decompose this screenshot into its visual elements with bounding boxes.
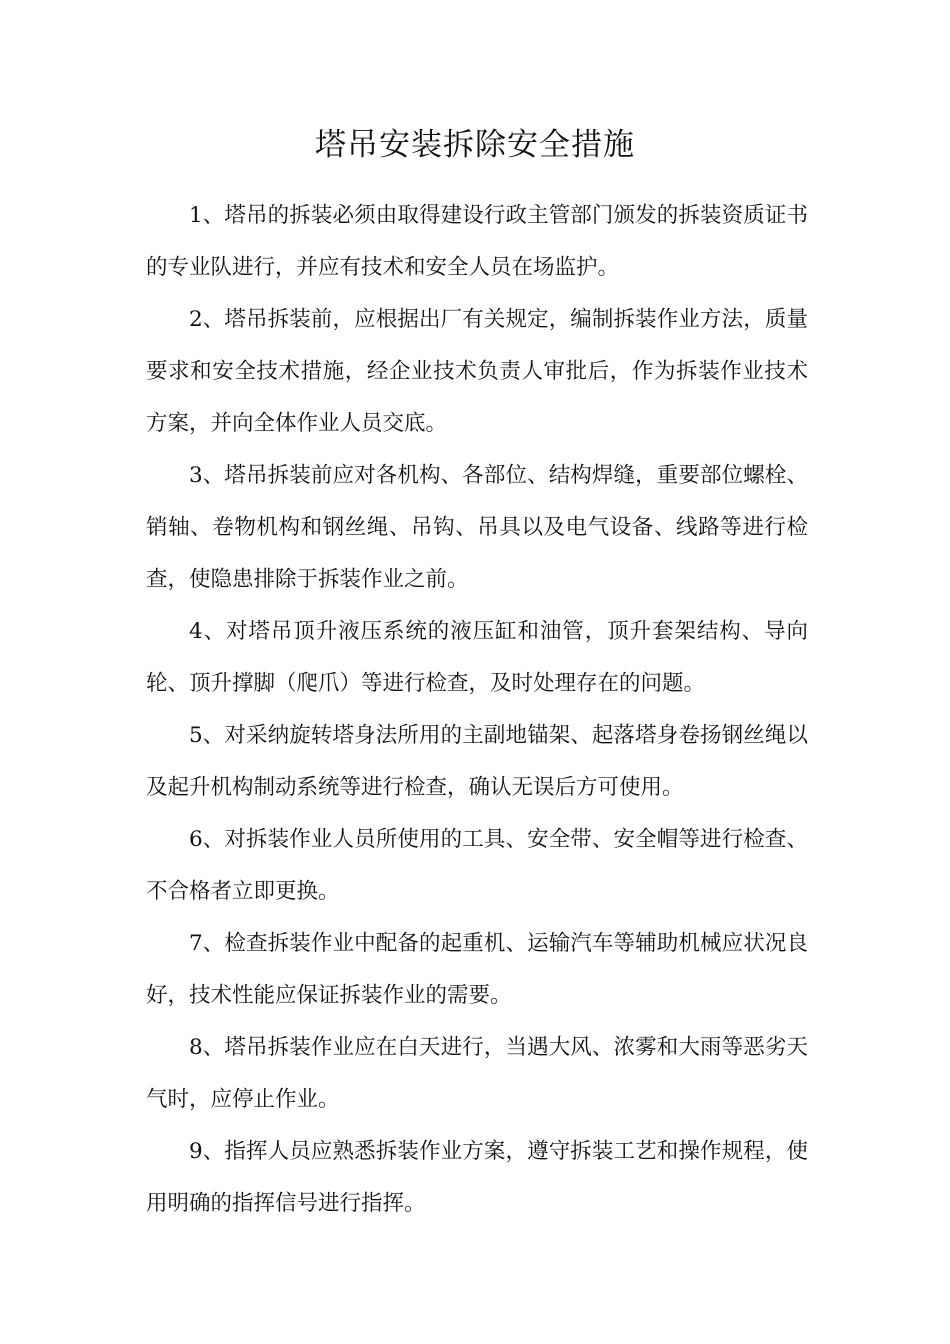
paragraph-5: 5、对采纳旋转塔身法所用的主副地锚架、起落塔身卷扬钢丝绳以及起升机构制动系统等进行检查，确认无误后方可使用。 [146,723,808,800]
paragraph-9: 9、指挥人员应熟悉拆装作业方案，遵守拆装工艺和操作规程，使用明确的指挥信号进行指挥。 [146,1139,808,1216]
document-title: 塔吊安装拆除安全措施 [315,127,635,163]
paragraph-7: 7、检查拆装作业中配备的起重机、运输汽车等辅助机械应状况良好，技术性能应保证拆装作业的需要。 [146,931,808,1008]
paragraph-1: 1、塔吊的拆装必须由取得建设行政主管部门颁发的拆装资质证书的专业队进行，并应有技术和安全人员在场监护。 [146,203,808,280]
document-body [146,190,808,1230]
paragraph-8: 8、塔吊拆装作业应在白天进行，当遇大风、浓雾和大雨等恶劣天气时，应停止作业。 [146,1035,808,1112]
paragraph-4: 4、对塔吊顶升液压系统的液压缸和油管，顶升套架结构、导向轮、顶升撑脚（爬爪）等进行检查，及时处理存在的问题。 [146,619,808,696]
paragraph-3: 3、塔吊拆装前应对各机构、各部位、结构焊缝，重要部位螺栓、销轴、卷物机构和钢丝绳、吊钩、吊具以及电气设备、线路等进行检查，使隐患排除于拆装作业之前。 [146,463,808,592]
paragraph-6: 6、对拆装作业人员所使用的工具、安全带、安全帽等进行检查、不合格者立即更换。 [146,827,808,904]
paragraph-2: 2、塔吊拆装前，应根据出厂有关规定，编制拆装作业方法，质量要求和安全技术措施，经企业技术负责人审批后，作为拆装作业技术方案，并向全体作业人员交底。 [146,307,808,436]
